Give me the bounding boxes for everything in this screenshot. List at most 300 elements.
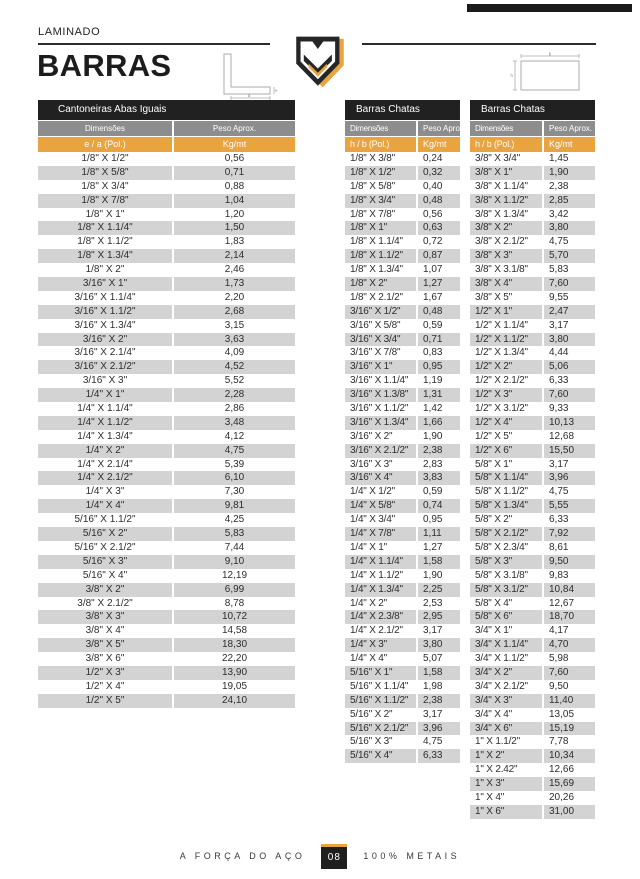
table-row [470,388,595,402]
dimension-cell: 3/8" X 1.1/2" [475,194,528,206]
dimension-cell: 5/8" X 2.3/4" [475,541,528,553]
table-row [470,666,595,680]
table-row [345,749,460,763]
weight-cell: 24,10 [172,694,295,708]
weight-cell: 1,04 [172,194,295,208]
weight-cell: 3,80 [416,638,460,652]
dimension-cell: 3/16" X 1.1/4" [350,375,409,387]
weight-cell: 1,42 [416,402,460,416]
weight-cell: 18,30 [172,638,295,652]
table-row [38,305,295,319]
table-row [345,208,460,222]
table-row [470,499,595,513]
dimension-cell: 1/2" X 1.3/4" [475,347,528,359]
dimension-cell: 1/2" X 2.1/2" [475,375,528,387]
weight-cell: 7,60 [542,277,595,291]
brand-logo-icon [293,27,347,97]
weight-cell: 4,17 [542,624,595,638]
dimension-cell: 5/8" X 1.1/2" [475,486,528,498]
weight-cell: 1,58 [416,555,460,569]
weight-cell: 1,66 [416,416,460,430]
weight-cell: 1,98 [416,680,460,694]
table-row [470,458,595,472]
table-row [345,597,460,611]
weight-cell: 1,73 [172,277,295,291]
dimension-cell: 1/2" X 5" [475,430,512,442]
weight-cell: 0,40 [416,180,460,194]
dimension-cell: 3/8" X 3.1/8" [475,264,528,276]
weight-cell: 6,99 [172,583,295,597]
dimension-cell: 5/8" X 3.1/8" [475,569,528,581]
weight-cell: 9,50 [542,555,595,569]
weight-cell: 4,75 [542,485,595,499]
angle-profile-diagram [220,52,278,102]
weight-cell: 3,96 [542,471,595,485]
weight-cell: 4,75 [172,444,295,458]
weight-cell: 0,56 [172,152,295,166]
page-number-badge: 08 [321,844,347,869]
table-row [38,666,295,680]
table-row [345,221,460,235]
weight-cell: 5,52 [172,374,295,388]
table-row [38,569,295,583]
weight-cell: 3,17 [416,624,460,638]
weight-cell: 1,83 [172,235,295,249]
table-barras-chatas-1 [345,100,467,763]
table-row [470,180,595,194]
weight-unit-label: Kg/mt [416,137,460,152]
table-row [38,444,295,458]
dimension-cell: 3/16" X 1" [350,361,393,373]
weight-cell: 1,58 [416,666,460,680]
weight-cell: 3,15 [172,319,295,333]
weight-cell: 0,71 [172,166,295,180]
dimension-cell: 1" X 1.1/2" [475,736,520,748]
dimension-cell: 3/8" X 1.1/4" [475,180,528,192]
table-row [38,430,295,444]
weight-unit-label: Kg/mt [172,137,295,152]
weight-cell: 1,11 [416,527,460,541]
table-row [38,194,295,208]
dimension-cell: 3/16" X 3" [82,375,128,387]
dimension-cell: 1/4" X 2.1/2" [350,625,403,637]
dimension-cell: 3/16" X 7/8" [350,347,401,359]
weight-cell: 7,30 [172,485,295,499]
flat-bar-width-label: b [548,52,552,57]
weight-cell: 1,07 [416,263,460,277]
weight-cell: 12,66 [542,763,595,777]
dimension-cell: 1/2" X 4" [475,416,512,428]
table-row [38,541,295,555]
table-unit-header [345,137,460,152]
weight-cell: 12,19 [172,569,295,583]
dimension-cell: 5/16" X 1.1/4" [350,680,409,692]
table-row [470,291,595,305]
weight-cell: 4,75 [416,735,460,749]
table-row [470,735,595,749]
weight-cell: 2,95 [416,610,460,624]
table-unit-header [470,137,595,152]
dimension-cell: 1/8" X 1/2" [350,166,395,178]
table-row [345,152,460,166]
dimension-cell: 5/16" X 2.1/2" [74,541,136,553]
dimensions-unit-label: e / a (Pol.) [84,139,126,149]
weight-cell: 9,50 [542,680,595,694]
dimension-cell: 1/8" X 3/8" [350,153,395,164]
weight-cell: 11,40 [542,694,595,708]
weight-cell: 1,27 [416,541,460,555]
table-row [470,527,595,541]
dimension-cell: 3/16" X 5/8" [350,319,401,331]
dimension-cell: 1/4" X 1.3/4" [77,430,133,442]
table-body [470,152,595,819]
dimension-cell: 5/16" X 1" [350,666,393,678]
weight-cell: 0,88 [172,180,295,194]
table-row [345,471,460,485]
table-row [470,652,595,666]
dimension-cell: 5/8" X 3.1/2" [475,583,528,595]
table-column-header [345,121,467,136]
weight-cell: 8,78 [172,597,295,611]
table-row [345,277,460,291]
weight-unit-label: Kg/mt [542,137,595,152]
table-row [38,235,295,249]
dimension-cell: 5/8" X 4" [475,597,512,609]
dimension-cell: 1/8" X 2" [350,278,387,290]
dimension-cell: 3/16" X 1.3/8" [350,389,409,401]
dimension-cell: 1/2" X 1" [475,305,512,317]
table-row [345,333,460,347]
table-body [38,152,295,708]
flat-bar-height-label: h [510,73,514,78]
dimension-cell: 1/4" X 2.3/8" [350,611,403,623]
dimension-cell: 1/8" X 3/4" [81,180,129,192]
dimension-cell: 1/8" X 1/2" [81,153,129,164]
table-row [345,527,460,541]
dimension-cell: 3/16" X 2" [82,333,128,345]
footer-slogan-right: 100% METAIS [363,851,461,861]
table-row [345,680,460,694]
table-row [345,402,460,416]
weight-cell: 31,00 [542,805,595,819]
dimension-cell: 1/2" X 6" [475,444,512,456]
dimension-cell: 1/4" X 1.1/4" [350,555,403,567]
weight-cell: 1,90 [416,569,460,583]
dimension-cell: 1/8" X 1" [85,208,125,220]
dimension-cell: 3/16" X 1.3/4" [350,416,409,428]
dimension-cell: 1/4" X 1.1/4" [77,403,133,415]
weight-cell: 2,20 [172,291,295,305]
weight-cell: 12,68 [542,430,595,444]
dimension-cell: 3/8" X 1" [475,166,512,178]
weight-cell: 3,17 [542,319,595,333]
weight-cell: 10,13 [542,416,595,430]
table-row [38,360,295,374]
table-row [470,277,595,291]
dimension-cell: 1/4" X 1" [85,389,125,401]
table-row [345,624,460,638]
table-row [38,346,295,360]
dimension-cell: 1/4" X 2.1/4" [77,458,133,470]
dimension-cell: 3/16" X 1.1/4" [74,291,136,303]
weight-cell: 15,69 [542,777,595,791]
weight-cell: 0,71 [416,333,460,347]
table-row [345,180,460,194]
table-row [470,555,595,569]
table-row [38,152,295,166]
table-row [38,263,295,277]
weight-cell: 2,68 [172,305,295,319]
weight-cell: 0,56 [416,208,460,222]
dimension-cell: 3/8" X 2.1/2" [77,597,133,609]
dimension-cell: 1/8" X 1.3/4" [77,250,133,262]
table-row [470,249,595,263]
weight-cell: 10,84 [542,583,595,597]
table-row [38,291,295,305]
table-row [470,638,595,652]
weight-column-header: Peso Aprox. [542,121,595,136]
weight-cell: 5,83 [542,263,595,277]
weight-cell: 3,96 [416,722,460,736]
dimension-cell: 3/16" X 1.1/2" [74,305,136,317]
table-row [38,374,295,388]
table-row [38,180,295,194]
dimension-cell: 3/4" X 1.1/4" [475,639,528,651]
dimension-cell: 3/16" X 1.1/2" [350,403,409,415]
dimension-cell: 1/4" X 7/8" [350,528,395,540]
dimension-cell: 3/4" X 2" [475,666,512,678]
weight-cell: 2,83 [416,458,460,472]
weight-cell: 8,61 [542,541,595,555]
header-divider-right [362,43,596,45]
dimension-cell: 1/8" X 2.1/2" [350,291,403,303]
dimension-cell: 3/16" X 1.3/4" [74,319,136,331]
dimension-cell: 3/16" X 4" [350,472,393,484]
flat-bar-diagram [510,52,582,94]
weight-cell: 4,25 [172,513,295,527]
weight-cell: 0,87 [416,249,460,263]
dimension-cell: 1/2" X 3" [475,389,512,401]
dimension-cell: 3/8" X 1.3/4" [475,208,528,220]
dimension-cell: 1/8" X 1.3/4" [350,264,403,276]
weight-cell: 2,38 [416,444,460,458]
header-divider-left [38,43,270,45]
weight-cell: 2,25 [416,583,460,597]
weight-cell: 3,17 [542,458,595,472]
table-row [345,610,460,624]
weight-cell: 4,12 [172,430,295,444]
dimension-cell: 1/2" X 1.1/2" [475,333,528,345]
weight-cell: 4,52 [172,360,295,374]
weight-column-header: Peso Aprox. [416,121,460,136]
table-row [345,652,460,666]
table-row [470,430,595,444]
weight-cell: 1,27 [416,277,460,291]
table-row [345,583,460,597]
table-row [470,763,595,777]
dimension-cell: 1/8" X 1.1/4" [350,236,403,248]
weight-cell: 0,59 [416,485,460,499]
table-row [38,402,295,416]
table-row [345,513,460,527]
weight-cell: 3,80 [542,221,595,235]
weight-cell: 10,34 [542,749,595,763]
table-row [345,499,460,513]
weight-cell: 7,78 [542,735,595,749]
weight-cell: 1,90 [542,166,595,180]
weight-cell: 0,95 [416,513,460,527]
page-footer [0,842,640,870]
weight-cell: 4,75 [542,235,595,249]
weight-cell: 7,60 [542,388,595,402]
table-row [470,263,595,277]
dimension-cell: 3/8" X 3" [475,250,512,262]
weight-cell: 0,83 [416,346,460,360]
weight-cell: 2,38 [542,180,595,194]
dimensions-column-header: Dimensões [84,124,125,133]
table-body [345,152,460,763]
dimensions-column-header: Dimensões [475,124,514,133]
table-row [38,624,295,638]
dimension-cell: 3/4" X 1" [475,625,512,637]
table-row [38,249,295,263]
dimension-cell: 1" X 4" [475,791,505,803]
dimension-cell: 1/8" X 1.1/2" [77,236,133,248]
dimension-cell: 3/16" X 1/2" [350,305,401,317]
table-row [470,777,595,791]
table-row [38,416,295,430]
dimension-cell: 1/8" X 2" [85,264,125,276]
dimension-cell: 1/4" X 1.1/2" [77,416,133,428]
weight-cell: 1,45 [542,152,595,166]
weight-cell: 5,06 [542,360,595,374]
table-row [38,652,295,666]
table-row [38,333,295,347]
table-row [470,722,595,736]
table-title: Cantoneiras Abas Iguais [38,100,295,120]
weight-cell: 1,20 [172,208,295,222]
table-row [345,666,460,680]
weight-cell: 5,83 [172,527,295,541]
table-row [470,485,595,499]
weight-cell: 10,72 [172,610,295,624]
dimension-cell: 3/8" X 3/4" [475,153,520,164]
weight-cell: 1,19 [416,374,460,388]
table-row [38,583,295,597]
table-row [345,374,460,388]
table-row [470,791,595,805]
dimension-cell: 1/8" X 5/8" [81,166,129,178]
dimension-cell: 1/8" X 7/8" [350,208,395,220]
weight-cell: 0,95 [416,360,460,374]
table-row [345,305,460,319]
weight-cell: 19,05 [172,680,295,694]
weight-cell: 18,70 [542,610,595,624]
weight-cell: 2,46 [172,263,295,277]
weight-cell: 6,33 [542,513,595,527]
dimension-cell: 3/4" X 3" [475,694,512,706]
dimension-cell: 5/16" X 3" [350,736,393,748]
table-row [345,291,460,305]
dimension-cell: 3/8" X 2.1/2" [475,236,528,248]
table-row [38,166,295,180]
table-row [470,305,595,319]
table-row [470,152,595,166]
weight-cell: 4,09 [172,346,295,360]
table-row [470,541,595,555]
table-row [38,555,295,569]
table-title: Barras Chatas [470,100,595,120]
dimensions-column-header: Dimensões [350,124,389,133]
dimension-cell: 1/8" X 7/8" [81,194,129,206]
dimension-cell: 5/16" X 4" [82,569,128,581]
dimension-cell: 5/8" X 1" [475,458,512,470]
weight-cell: 5,39 [172,458,295,472]
table-row [38,513,295,527]
weight-cell: 22,20 [172,652,295,666]
dimension-cell: 5/8" X 1.1/4" [475,472,528,484]
weight-cell: 9,10 [172,555,295,569]
weight-cell: 0,63 [416,221,460,235]
table-row [470,583,595,597]
table-row [470,346,595,360]
table-row [470,444,595,458]
table-row [470,624,595,638]
weight-cell: 2,28 [172,388,295,402]
table-row [345,388,460,402]
weight-cell: 1,31 [416,388,460,402]
category-label: LAMINADO [38,26,101,38]
dimensions-unit-label: h / b (Pol.) [350,139,390,149]
dimension-cell: 1" X 2" [475,750,505,762]
dimension-cell: 1/4" X 4" [85,500,125,512]
table-row [38,499,295,513]
dimension-cell: 3/8" X 6" [85,653,125,665]
dimension-cell: 5/16" X 1.1/2" [350,694,409,706]
dimension-cell: 3/16" X 2.1/2" [74,361,136,373]
table-row [345,735,460,749]
weight-cell: 0,32 [416,166,460,180]
dimension-cell: 1/4" X 2.1/2" [77,472,133,484]
weight-cell: 3,63 [172,333,295,347]
dimension-cell: 3/4" X 1.1/2" [475,653,528,665]
dimension-cell: 3/4" X 4" [475,708,512,720]
weight-cell: 13,90 [172,666,295,680]
weight-cell: 2,38 [416,694,460,708]
table-row [470,680,595,694]
table-row [345,319,460,333]
weight-cell: 3,80 [542,333,595,347]
weight-cell: 9,83 [542,569,595,583]
table-row [38,597,295,611]
dimension-cell: 1/4" X 3" [85,486,125,498]
table-row [345,416,460,430]
table-row [470,471,595,485]
dimension-cell: 5/16" X 2" [350,708,393,720]
weight-cell: 5,70 [542,249,595,263]
dimension-cell: 3/8" X 2" [475,222,512,234]
table-row [345,638,460,652]
table-row [470,708,595,722]
table-unit-header [38,137,295,152]
dimension-cell: 3/4" X 6" [475,722,512,734]
table-row [470,597,595,611]
page-title: BARRAS [37,48,172,83]
table-column-header [470,121,595,136]
table-row [470,610,595,624]
table-row [38,610,295,624]
angle-thickness-label: e [275,88,278,93]
